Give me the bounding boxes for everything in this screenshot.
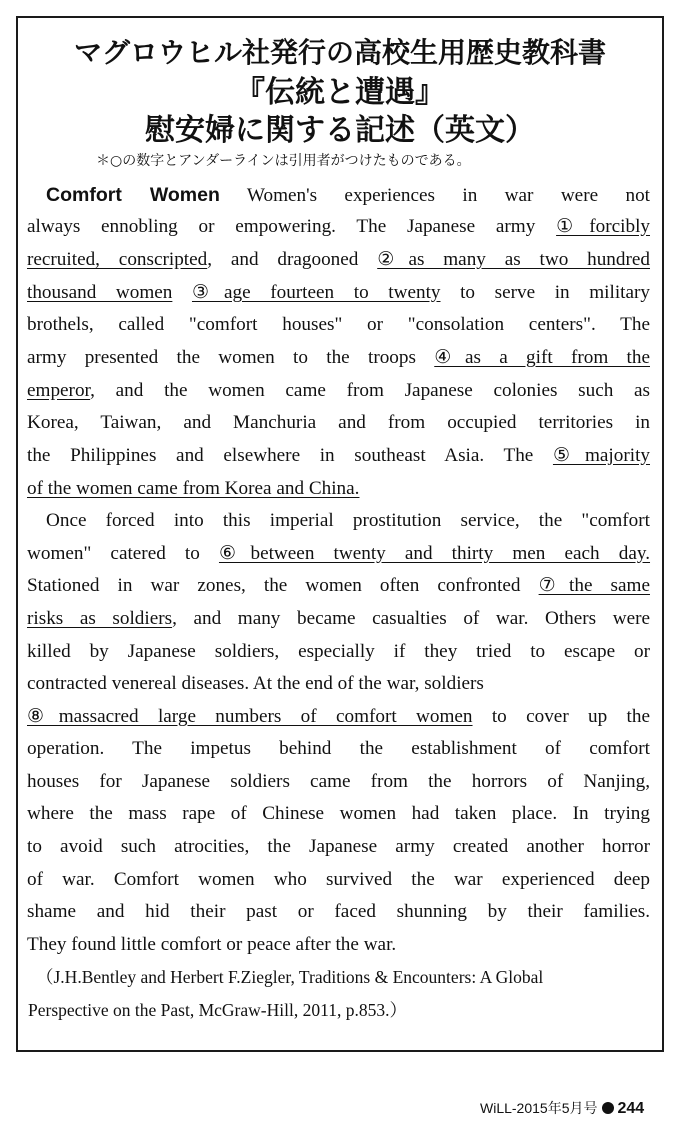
text-span	[172, 282, 192, 303]
text-line: contracted venereal diseases. At the end of the war, soldiers	[27, 673, 484, 694]
bullet-icon	[602, 1102, 614, 1114]
underlined-quote-5-cont: of the women came from Korea and China.	[27, 478, 360, 499]
text-line	[27, 443, 650, 469]
article-frame	[16, 16, 664, 1052]
page-footer	[480, 1098, 644, 1118]
page-number: 244	[617, 1100, 645, 1117]
underlined-quote-2-cont: thousand women	[27, 282, 173, 303]
underlined-quote-7-cont: risks as soldiers	[27, 608, 173, 629]
magazine-source: WiLL-2015年5月号	[480, 1100, 598, 1116]
text-line: to avoid such atrocities, the Japanese army created another horror	[27, 836, 650, 857]
text-line	[27, 378, 650, 404]
citation-line-1: （J.H.Bentley and Herbert F.Ziegler, Traditions & Encounters: A Global	[36, 967, 544, 987]
underlined-quote-4-cont: emperor	[27, 380, 91, 401]
text-span: , and many became casualties of war. Others were	[172, 608, 650, 629]
text-line	[27, 573, 650, 599]
underlined-quote-6: ⑥between twenty and thirty men each day.	[218, 543, 651, 564]
title-line-2: 『伝統と遭遇』	[235, 75, 445, 110]
text-line	[27, 247, 650, 273]
text-line: where the mass rape of Chinese women had taken place. In trying	[27, 803, 650, 824]
text-line	[27, 606, 650, 632]
editor-note: ＊○の数字とアンダーラインは引用者がつけたものである。	[96, 153, 471, 169]
underlined-quote-4: ④as a gift from the	[434, 347, 650, 368]
text-span: army presented the women to the troops	[27, 347, 435, 368]
text-span: the Philippines and elsewhere in southeast Asia. The	[27, 445, 553, 466]
text-line: houses for Japanese soldiers came from the horrors of Nanjing,	[27, 771, 650, 792]
text-span: to serve in military	[440, 282, 650, 303]
text-line: operation. The impetus behind the establishment of comfort	[27, 738, 650, 759]
text-line	[27, 280, 650, 306]
text-line: Korea, Taiwan, and Manchuria and from occupied territories in	[27, 412, 650, 433]
text-line	[27, 541, 650, 567]
text-span: Women's experiences in war were not	[219, 185, 650, 206]
underlined-quote-5: ⑤majority	[552, 445, 650, 466]
text-span: to cover up the	[472, 706, 650, 727]
text-line	[46, 182, 650, 209]
text-line: brothels, called "comfort houses" or "consolation centers". The	[27, 314, 650, 335]
text-line: killed by Japanese soldiers, especially if they tried to escape or	[27, 641, 650, 662]
text-span: , and dragooned	[207, 249, 378, 270]
text-line: Once forced into this imperial prostitution service, the "comfort	[46, 510, 650, 531]
text-span: always ennobling or empowering. The Japanese army	[27, 216, 557, 237]
text-span: , and the women came from Japanese colonies such as	[90, 380, 650, 401]
underlined-quote-1-cont: recruited, conscripted	[27, 249, 208, 270]
underlined-quote-8: ⑧massacred large numbers of comfort women	[27, 706, 473, 727]
text-line	[27, 704, 650, 730]
text-line: They found little comfort or peace after the war.	[27, 934, 397, 955]
text-line	[27, 214, 650, 240]
title-line-1: マグロウヒル社発行の高校生用歴史教科書	[73, 36, 606, 69]
citation-line-2: Perspective on the Past, McGraw-Hill, 2011, p.853.）	[28, 1000, 407, 1020]
text-line: shame and hid their past or faced shunning by their families.	[27, 901, 650, 922]
underlined-quote-3: ③age fourteen to twenty	[191, 282, 441, 303]
text-line	[27, 345, 650, 371]
text-span: women" catered to	[27, 543, 219, 564]
underlined-quote-7: ⑦the same	[538, 575, 650, 596]
title-line-3: 慰安婦に関する記述（英文）	[145, 113, 535, 148]
text-line: of war. Comfort women who survived the war experienced deep	[27, 869, 650, 890]
text-line	[27, 476, 650, 502]
section-heading: Comfort Women	[46, 184, 220, 206]
underlined-quote-2: ②as many as two hundred	[377, 249, 650, 270]
underlined-quote-1: ①forcibly	[556, 216, 650, 237]
text-span: Stationed in war zones, the women often confronted	[27, 575, 539, 596]
